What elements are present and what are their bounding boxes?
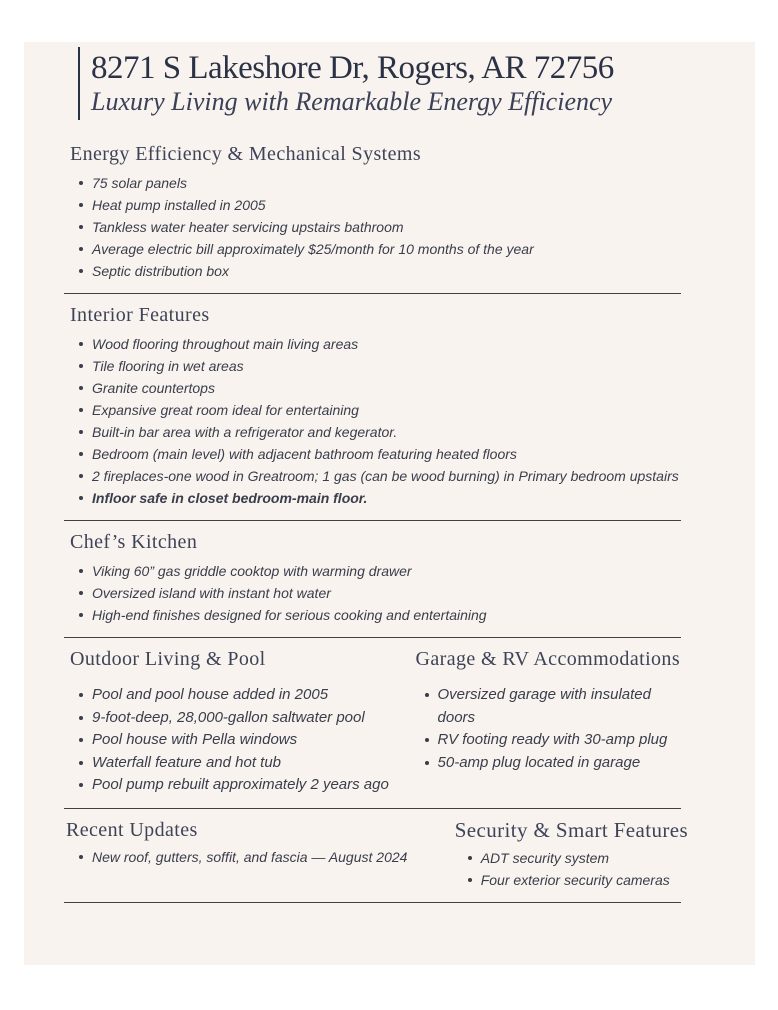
list-item: Septic distribution box <box>78 260 681 282</box>
header <box>78 47 681 120</box>
list-item: High-end finishes designed for serious cooking and entertaining <box>78 604 681 626</box>
section-interior-list <box>64 333 681 509</box>
list-item: 75 solar panels <box>78 172 681 194</box>
divider <box>64 902 681 903</box>
section-interior-heading: Interior Features <box>70 304 210 327</box>
section-outdoor <box>64 647 410 797</box>
section-energy <box>64 142 681 282</box>
section-interior <box>64 303 681 509</box>
list-item: New roof, gutters, soffit, and fascia — August 2024 <box>78 846 453 868</box>
page-subtitle: Luxury Living with Remarkable Energy Efficiency <box>91 86 613 116</box>
divider <box>64 293 681 294</box>
list-item: Infloor safe in closet bedroom-main floor. <box>78 487 681 509</box>
list-item: Tile flooring in wet areas <box>78 355 681 377</box>
section-outdoor-list <box>64 684 410 797</box>
section-garage-heading: Garage & RV Accommodations <box>415 648 681 671</box>
list-item: 9-foot-deep, 28,000-gallon saltwater pool <box>78 707 410 730</box>
section-energy-heading: Energy Efficiency & Mechanical Systems <box>70 143 422 166</box>
section-updates <box>64 818 453 891</box>
row-updates-security <box>64 817 689 891</box>
section-kitchen-heading: Chef’s Kitchen <box>70 531 198 554</box>
list-item: Expansive great room ideal for entertaining <box>78 399 681 421</box>
list-item: Tankless water heater servicing upstairs bathroom <box>78 216 681 238</box>
list-item: Built-in bar area with a refrigerator and kegerator. <box>78 421 681 443</box>
list-item: Waterfall feature and hot tub <box>78 752 410 775</box>
list-item: Pool house with Pella windows <box>78 729 410 752</box>
section-garage <box>410 647 681 797</box>
row-outdoor-garage <box>64 647 681 797</box>
section-outdoor-heading: Outdoor Living & Pool <box>70 648 266 671</box>
section-updates-list <box>64 846 453 868</box>
section-energy-list <box>64 172 681 282</box>
list-item: Pool pump rebuilt approximately 2 years ago <box>78 774 410 797</box>
list-item: Four exterior security cameras <box>467 869 681 891</box>
list-item: Oversized garage with insulated doors <box>424 684 681 729</box>
divider <box>64 520 681 521</box>
section-kitchen <box>64 530 681 626</box>
list-item: Granite countertops <box>78 377 681 399</box>
list-item: 2 fireplaces-one wood in Greatroom; 1 gas (can be wood burning) in Primary bedroom upstairs <box>78 465 681 487</box>
list-item: Pool and pool house added in 2005 <box>78 684 410 707</box>
flyer-page <box>24 42 755 965</box>
list-item: Average electric bill approximately $25/month for 10 months of the year <box>78 238 681 260</box>
divider <box>64 637 681 638</box>
list-item: Heat pump installed in 2005 <box>78 194 681 216</box>
section-kitchen-list <box>64 560 681 626</box>
list-item: Oversized island with instant hot water <box>78 582 681 604</box>
section-security-list <box>453 847 681 891</box>
list-item: 50-amp plug located in garage <box>424 752 681 775</box>
page-title: 8271 S Lakeshore Dr, Rogers, AR 72756 <box>91 50 614 86</box>
section-updates-heading: Recent Updates <box>66 818 198 841</box>
list-item: Bedroom (main level) with adjacent bathroom featuring heated floors <box>78 443 681 465</box>
list-item: RV footing ready with 30-amp plug <box>424 729 681 752</box>
list-item: Viking 60” gas griddle cooktop with warming drawer <box>78 560 681 582</box>
divider <box>64 808 681 809</box>
list-item: Wood flooring throughout main living areas <box>78 333 681 355</box>
section-garage-list <box>410 684 681 774</box>
section-security-heading: Security & Smart Features <box>454 817 689 842</box>
list-item: ADT security system <box>467 847 681 869</box>
section-security <box>453 817 689 891</box>
